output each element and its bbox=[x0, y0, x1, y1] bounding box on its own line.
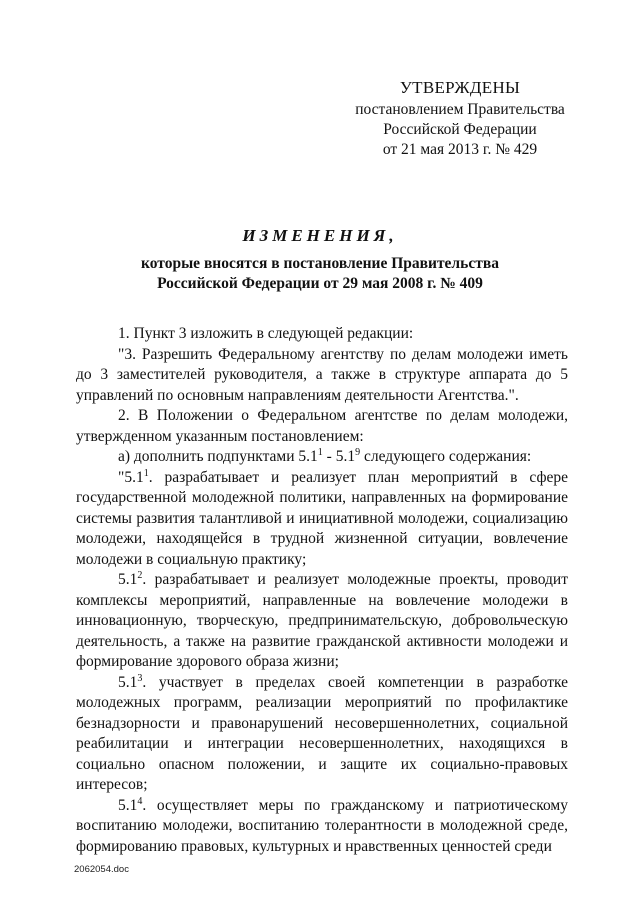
item-4-sup: 4 bbox=[137, 795, 143, 807]
paragraph-2: "3. Разрешить Федеральному агентству по делам молодежи иметь до 3 заместителей руководителя, а также в структуре аппарата до 5 управлений по основным направлениям деятельности Агентства.". bbox=[76, 345, 568, 404]
item-2-number: 5.1 bbox=[118, 571, 138, 588]
title-line-1: которые вносятся в постановление Правительства bbox=[141, 255, 499, 272]
item-4-text: . осуществляет меры по гражданскому и патриотическому воспитанию молодежи, воспитанию толерантности в молодежной среде, формированию правовых, культурных и нравственных ценностей среди bbox=[76, 796, 568, 855]
p4-text-b: - 5.1 bbox=[322, 448, 356, 465]
item-3-number: 5.1 bbox=[118, 673, 138, 691]
paragraph-3: 2. В Положении о Федеральном агентстве по делам молодежи, утвержденном указанным постановлением: bbox=[76, 407, 568, 445]
p4-text-c: следующего содержания: bbox=[360, 448, 532, 465]
item-4-number: 5.1 bbox=[118, 796, 138, 814]
paragraph-1: 1. Пункт 3 изложить в следующей редакции: bbox=[118, 325, 414, 342]
item-3-text: . участвует в пределах своей компетенции в разработке молодежных программ, реализации мероприятий по профилактике безнадзорности и правонарушений несовершеннолетних, социальной реабилитации и интеграции несовершеннолетних, находящихся в социально опасном положении, и защите их социально-правовых интересов; bbox=[76, 673, 568, 793]
document-title bbox=[60, 226, 580, 294]
item-1-sup: 1 bbox=[143, 467, 149, 479]
item-5-1-4 bbox=[76, 796, 568, 858]
item-2-sup: 2 bbox=[137, 569, 143, 581]
item-2-text: . разрабатывает и реализует молодежные проекты, проводит комплексы мероприятий, направленные на вовлечение молодежи в инновационную, творческую, предпринимательскую, добровольческую деятельность, а также на развитие гражданской активности молодежи и формирование здорового образа жизни; bbox=[76, 571, 568, 670]
file-name-footer: 2062054.doc bbox=[74, 864, 129, 875]
approval-stamp bbox=[340, 78, 580, 160]
approval-line-2: Российской Федерации bbox=[383, 121, 537, 138]
title-main: ИЗМЕНЕНИЯ, bbox=[242, 226, 398, 245]
item-5-1-2 bbox=[76, 570, 568, 673]
approval-line-1: постановлением Правительства bbox=[355, 101, 565, 118]
p4-text-a: а) дополнить подпунктами 5.1 bbox=[118, 448, 318, 465]
p4-sup-2: 9 bbox=[355, 446, 361, 458]
approval-line-3: от 21 мая 2013 г. № 429 bbox=[382, 141, 538, 158]
item-5-1-3 bbox=[76, 673, 568, 796]
item-1-text: . разрабатывает и реализует план мероприятий в сфере государственной молодежной политики, направленных на формирование системы развития талантливой и инициативной молодежи, социализацию молодежи, находящейся в трудной жизненной ситуации, вовлечение молодежи в социальную практику; bbox=[76, 468, 568, 568]
item-3-sup: 3 bbox=[137, 672, 143, 684]
item-1-number: "5.1 bbox=[118, 468, 144, 486]
paragraph-4 bbox=[76, 447, 568, 468]
title-line-2: Российской Федерации от 29 мая 2008 г. № 409 bbox=[157, 275, 483, 292]
document-body bbox=[76, 324, 568, 857]
approval-heading: УТВЕРЖДЕНЫ bbox=[399, 78, 521, 97]
p4-sup-1: 1 bbox=[317, 446, 323, 458]
item-5-1-1 bbox=[76, 468, 568, 571]
